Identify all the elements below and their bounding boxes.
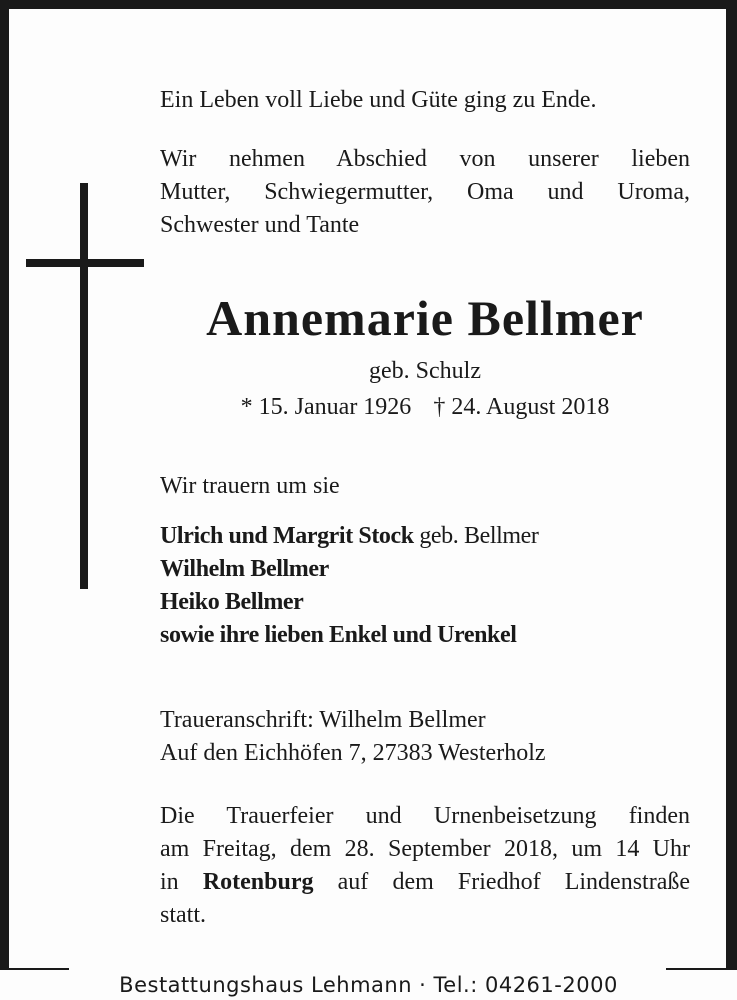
service-line-2: am Freitag, dem 28. September 2018, um 14 Uhr (160, 836, 690, 862)
intro-line: Ein Leben voll Liebe und Güte ging zu Ende. (160, 87, 597, 113)
farewell-text (160, 143, 690, 242)
service-text (160, 800, 690, 932)
service-line-3 (160, 866, 690, 899)
address-line-1: Traueranschrift: Wilhelm Bellmer (160, 707, 486, 733)
mourners-list (160, 520, 539, 652)
mourner-couple (160, 520, 539, 553)
service-line-3-post: auf dem Friedhof Lindenstraße (313, 869, 691, 895)
service-line-4: statt. (160, 902, 206, 928)
service-line-1: Die Trauerfeier und Urnenbeisetzung finden (160, 803, 690, 829)
death-date: † 24. August 2018 (433, 394, 610, 420)
life-dates (160, 392, 690, 422)
service-place: Rotenburg (202, 869, 314, 895)
farewell-line-2: Mutter, Schwiegermutter, Oma und Uroma, (160, 179, 690, 205)
farewell-line-3: Schwester und Tante (160, 212, 360, 238)
address-line-2: Auf den Eichhöfen 7, 27383 Westerholz (160, 740, 546, 766)
mourner-heiko: Heiko Bellmer (160, 589, 304, 615)
cross-icon-vertical (80, 183, 88, 589)
cross-icon-horizontal (26, 259, 144, 267)
birth-date: * 15. Januar 1926 (240, 394, 412, 420)
service-line-3-pre: in (160, 869, 203, 895)
mourners-heading: Wir trauern um sie (160, 473, 340, 499)
mourner-couple-name: Ulrich und Margrit Stock (160, 523, 414, 549)
mourner-couple-born: geb. Bellmer (413, 523, 539, 549)
funeral-home-footer: Bestattungshaus Lehmann · Tel.: 04261-2000 (119, 973, 618, 997)
mourner-grandchildren: sowie ihre lieben Enkel und Urenkel (160, 622, 517, 648)
farewell-line-1: Wir nehmen Abschied von unserer lieben (160, 146, 690, 172)
mourner-wilhelm: Wilhelm Bellmer (160, 556, 329, 582)
deceased-name: Annemarie Bellmer (206, 290, 644, 346)
born-name: geb. Schulz (369, 358, 481, 384)
